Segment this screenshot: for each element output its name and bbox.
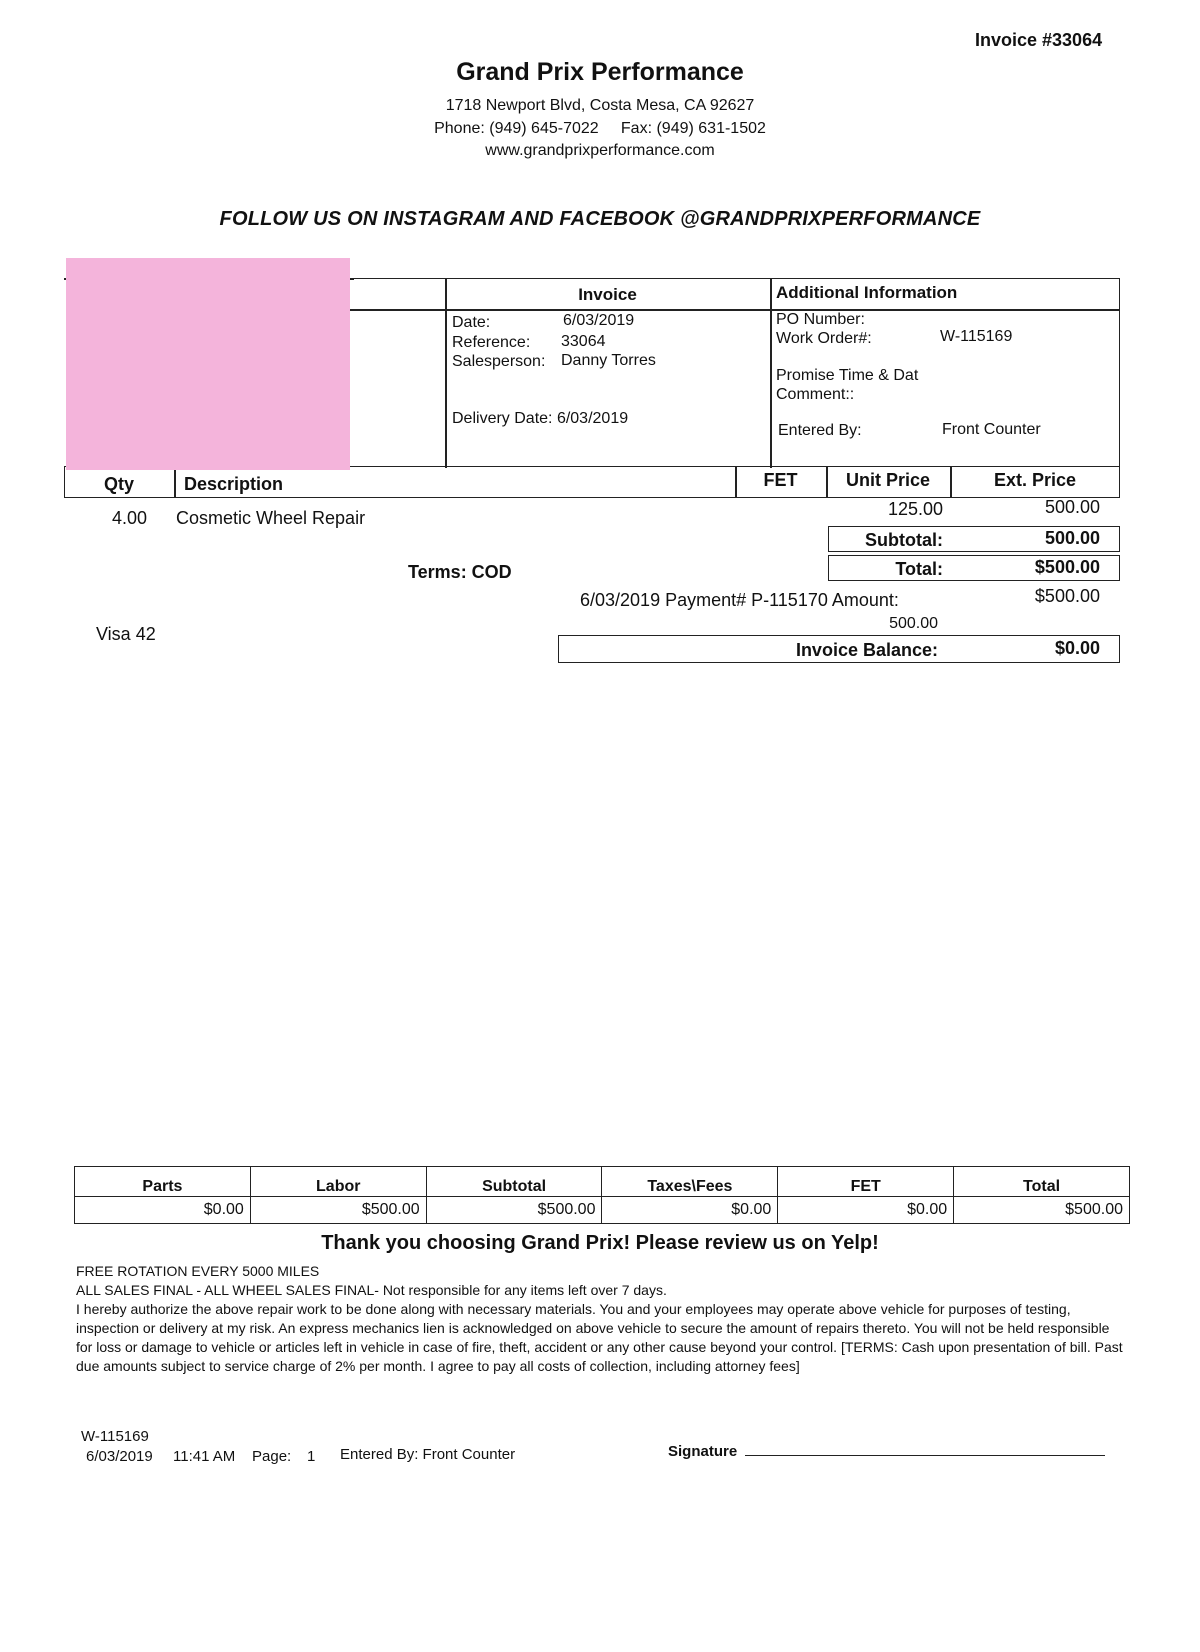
summary-header: Taxes\Fees xyxy=(602,1167,778,1197)
date-label: Date: xyxy=(452,314,491,331)
total-label: Total: xyxy=(895,559,943,579)
signature-label: Signature xyxy=(668,1443,738,1460)
po-number-label: PO Number: xyxy=(776,311,865,328)
reference-value: 33064 xyxy=(561,333,606,350)
info-divider xyxy=(445,278,447,468)
total-value: $500.00 xyxy=(1034,557,1100,577)
work-order-label: Work Order#: xyxy=(776,330,872,347)
info-header-rule xyxy=(350,309,1120,311)
salesperson-label: Salesperson: xyxy=(452,353,546,370)
payment-terms: Terms: COD xyxy=(408,562,512,582)
invoice-balance-label: Invoice Balance: xyxy=(795,640,938,660)
payment-line: 6/03/2019 Payment# P-115170 Amount: xyxy=(580,590,899,610)
payment-amount: 500.00 xyxy=(889,615,938,632)
item-description: Cosmetic Wheel Repair xyxy=(176,508,366,528)
column-divider xyxy=(174,466,176,498)
summary-table xyxy=(74,1166,1130,1224)
summary-value: $500.00 xyxy=(250,1196,426,1223)
thank-you-message: Thank you choosing Grand Prix! Please review us on Yelp! xyxy=(321,1232,879,1254)
info-divider xyxy=(770,278,772,468)
ext-price-header: Ext. Price xyxy=(993,470,1077,490)
item-qty: 4.00 xyxy=(112,508,148,528)
summary-value: $500.00 xyxy=(426,1196,602,1223)
entered-by-label: Entered By: xyxy=(778,422,862,439)
summary-value-row xyxy=(75,1196,1130,1223)
work-order-value: W-115169 xyxy=(940,328,1013,345)
invoice-box-title: Invoice xyxy=(578,285,637,304)
summary-value: $0.00 xyxy=(75,1196,251,1223)
footer-page-label: Page: xyxy=(252,1448,292,1465)
redacted-customer-info xyxy=(66,258,350,470)
additional-info-title: Additional Information xyxy=(776,283,958,302)
contact-line xyxy=(0,120,1200,138)
date-value: 6/03/2019 xyxy=(563,312,635,329)
summary-header-row xyxy=(75,1167,1130,1197)
promise-time-label: Promise Time & Dat xyxy=(776,367,919,384)
summary-value: $0.00 xyxy=(602,1196,778,1223)
summary-header: Total xyxy=(954,1167,1130,1197)
fet-header: FET xyxy=(763,470,798,490)
footer-entered-by: Entered By: Front Counter xyxy=(340,1446,516,1463)
summary-header: Subtotal xyxy=(426,1167,602,1197)
terms-paragraph: I hereby authorize the above repair work to be done along with necessary materials. You and your employees may operate above vehicle for purposes of testing, inspection or delivery at my risk. An express mechanics lien is acknowledged on above vehicle to secure the amount of repairs thereto. You will not be held responsible for loss or damage to vehicle or articles left in vehicle in case of fire, theft, accident or any other cause beyond your control. [TERMS: Cash upon presentation of bill. Past due amounts subject to service charge of 2% per month. I agree to pay all costs of collection, including attorney fees] xyxy=(76,1301,1123,1374)
phone-number: Phone: (949) 645-7022 xyxy=(434,120,599,137)
summary-header: Parts xyxy=(75,1167,251,1197)
reference-label: Reference: xyxy=(452,334,531,351)
company-website: www.grandprixperformance.com xyxy=(485,142,715,159)
fax-number: Fax: (949) 631-1502 xyxy=(620,120,766,137)
invoice-balance-value: $0.00 xyxy=(1054,638,1100,658)
social-banner: FOLLOW US ON INSTAGRAM AND FACEBOOK @GRANDPRIXPERFORMANCE xyxy=(219,208,981,230)
invoice-number: Invoice #33064 xyxy=(975,30,1103,50)
summary-value: $500.00 xyxy=(954,1196,1130,1223)
comment-label: Comment:: xyxy=(776,386,855,403)
qty-header: Qty xyxy=(103,474,134,494)
footer-date: 6/03/2019 xyxy=(86,1448,153,1465)
delivery-label: Delivery Date: xyxy=(452,410,553,427)
footer-page-value: 1 xyxy=(307,1448,316,1465)
subtotal-value: 500.00 xyxy=(1044,528,1100,548)
footer-time: 11:41 AM xyxy=(173,1448,236,1465)
payment-value: $500.00 xyxy=(1034,586,1100,606)
delivery-date xyxy=(452,410,628,428)
subtotal-label: Subtotal: xyxy=(865,530,943,550)
unit-price-header: Unit Price xyxy=(845,470,931,490)
company-name: Grand Prix Performance xyxy=(456,58,744,86)
card-used: Visa 42 xyxy=(96,624,156,644)
item-unit-price: 125.00 xyxy=(887,499,943,519)
entered-by-value: Front Counter xyxy=(942,421,1041,438)
summary-header: Labor xyxy=(250,1167,426,1197)
summary-value: $0.00 xyxy=(778,1196,954,1223)
delivery-value: 6/03/2019 xyxy=(556,410,629,427)
company-address: 1718 Newport Blvd, Costa Mesa, CA 92627 xyxy=(445,97,755,114)
summary-header: FET xyxy=(778,1167,954,1197)
signature-line xyxy=(745,1455,1105,1456)
terms-line-sales-final: ALL SALES FINAL - ALL WHEEL SALES FINAL- Not responsible for any items left over 7 days. xyxy=(76,1282,667,1298)
item-ext-price: 500.00 xyxy=(1044,497,1100,517)
salesperson-value: Danny Torres xyxy=(561,352,656,369)
description-header: Description xyxy=(184,474,284,494)
footer-work-order: W-115169 xyxy=(81,1428,149,1445)
terms-line-rotation: FREE ROTATION EVERY 5000 MILES xyxy=(76,1263,320,1279)
